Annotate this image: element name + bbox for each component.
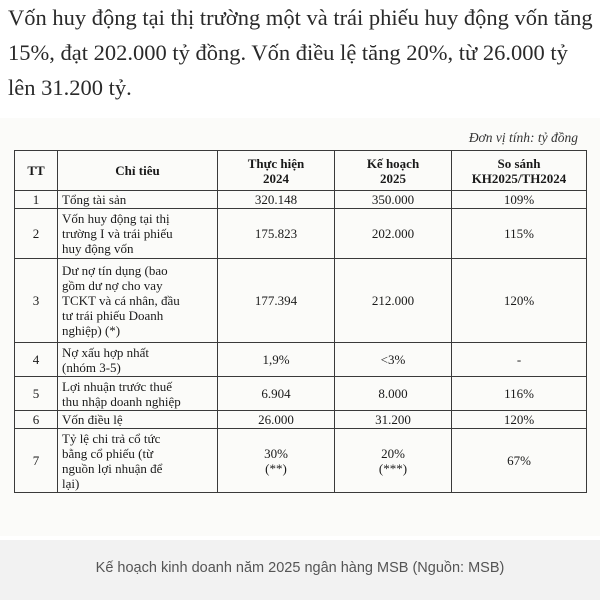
cell-tt: 4 [15,343,58,377]
cell-tt: 2 [15,209,58,259]
cell-so-sanh: 109% [452,191,587,209]
cell-ke-hoach: 20% (***) [335,429,452,493]
table-row [15,429,587,493]
table-row [15,191,587,209]
image-caption: Kế hoạch kinh doanh năm 2025 ngân hàng MSB (Nguồn: MSB) [95,560,505,576]
intro-paragraph: Vốn huy động tại thị trường một và trái phiếu huy động vốn tăng 15%, đạt 202.000 tỷ đồng. Vốn điều lệ tăng 20%, từ 26.000 tỷ lên 31.200 tỷ. [8,5,593,100]
cell-thuc-hien: 1,9% [218,343,335,377]
cell-thuc-hien: 30% (**) [218,429,335,493]
cell-so-sanh: 120% [452,411,587,429]
cell-ke-hoach: 212.000 [335,259,452,343]
cell-tt: 6 [15,411,58,429]
header-thuc-hien: Thực hiện 2024 [218,151,335,191]
table-row [15,377,587,411]
header-chi-tieu: Chỉ tiêu [58,151,218,191]
business-plan-table [14,150,587,493]
cell-thuc-hien: 6.904 [218,377,335,411]
cell-ke-hoach: 202.000 [335,209,452,259]
unit-note: Đơn vị tính: tỷ đồng [468,130,578,145]
cell-ke-hoach: 8.000 [335,377,452,411]
cell-tt: 5 [15,377,58,411]
cell-ke-hoach: 350.000 [335,191,452,209]
table-row [15,343,587,377]
cell-chi-tieu: Tổng tài sản [58,191,218,209]
header-ke-hoach: Kế hoạch 2025 [335,151,452,191]
table-header-row [15,151,587,191]
cell-chi-tieu: Lợi nhuận trước thuế thu nhập doanh nghiệp [58,377,218,411]
header-so-sanh: So sánh KH2025/TH2024 [452,151,587,191]
cell-tt: 3 [15,259,58,343]
cell-so-sanh: 116% [452,377,587,411]
cell-so-sanh: 120% [452,259,587,343]
cell-tt: 7 [15,429,58,493]
cell-thuc-hien: 177.394 [218,259,335,343]
cell-thuc-hien: 320.148 [218,191,335,209]
cell-chi-tieu: Tỷ lệ chi trả cổ tức bằng cổ phiếu (từ nguồn lợi nhuận để lại) [58,429,218,493]
cell-so-sanh: 115% [452,209,587,259]
cell-ke-hoach: 31.200 [335,411,452,429]
cell-chi-tieu: Vốn điều lệ [58,411,218,429]
cell-chi-tieu: Nợ xấu hợp nhất (nhóm 3-5) [58,343,218,377]
table-row [15,259,587,343]
cell-thuc-hien: 26.000 [218,411,335,429]
cell-thuc-hien: 175.823 [218,209,335,259]
cell-so-sanh: 67% [452,429,587,493]
cell-tt: 1 [15,191,58,209]
cell-ke-hoach: <3% [335,343,452,377]
table-row [15,209,587,259]
table-row [15,411,587,429]
cell-chi-tieu: Vốn huy động tại thị trường I và trái phiếu huy động vốn [58,209,218,259]
cell-chi-tieu: Dư nợ tín dụng (bao gồm dư nợ cho vay TCKT và cá nhân, đầu tư trái phiếu Doanh nghiệp) (*) [58,259,218,343]
header-tt: TT [15,151,58,191]
cell-so-sanh: - [452,343,587,377]
